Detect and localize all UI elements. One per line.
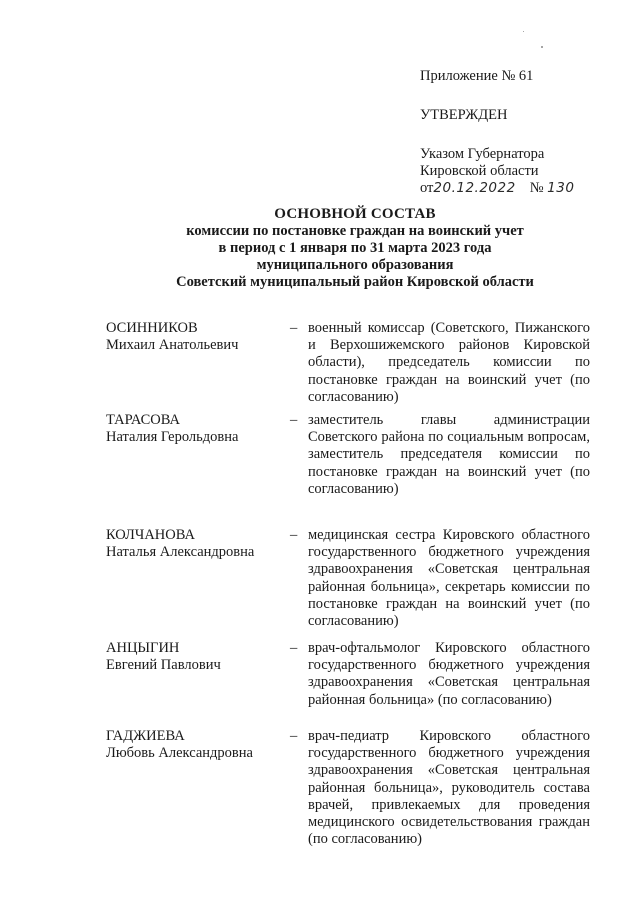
member-description: заместитель главы администрации Советского района по социальным вопросам, заместитель председателя комиссии по постановке граждан на воинский учет (по согласованию) <box>308 412 590 497</box>
heading-line-1: комиссии по постановке граждан на воинский учет <box>186 223 524 239</box>
heading-line-4: Советский муниципальный район Кировской области <box>176 274 534 290</box>
member-surname: ТАРАСОВА <box>106 412 180 428</box>
member-description: врач-офтальмолог Кировского областного государственного бюджетного учреждения здравоохранения «Советская центральная районная больница» (по согласованию) <box>308 640 590 708</box>
member-given-name: Михаил Анатольевич <box>106 337 239 354</box>
member-description: врач-педиатр Кировского областного государственного бюджетного учреждения здравоохранения «Советская центральная районная больница», руководитель состава врачей, привлекаемых для проведения медицинского освидетельствования граждан (по согласованию) <box>308 728 590 848</box>
document-heading <box>60 206 640 291</box>
member-surname: ОСИННИКОВ <box>106 320 198 336</box>
member-name <box>106 728 286 762</box>
member-dash: – <box>290 728 298 744</box>
decree-line-1: Указом Губернатора <box>420 146 545 162</box>
handwritten-date: 20.12.2022 <box>433 180 516 196</box>
appendix-number: Приложение № 61 <box>420 68 534 84</box>
member-dash: – <box>290 320 298 336</box>
member-given-name: Наталья Александровна <box>106 544 255 561</box>
member-surname: ГАДЖИЕВА <box>106 728 185 744</box>
member-surname: АНЦЫГИН <box>106 640 180 656</box>
member-name <box>106 412 286 446</box>
approved-label: УТВЕРЖДЕН <box>420 107 508 123</box>
handwritten-number: 130 <box>547 180 575 196</box>
member-given-name: Любовь Александровна <box>106 745 253 762</box>
approval-block <box>420 68 620 197</box>
member-dash: – <box>290 412 298 428</box>
heading-line-2: в период с 1 января по 31 марта 2023 года <box>218 240 492 256</box>
heading-title: ОСНОВНОЙ СОСТАВ <box>274 206 436 222</box>
decree-date-line <box>420 180 620 197</box>
scan-speck <box>541 46 543 48</box>
heading-line-3: муниципального образования <box>256 257 454 273</box>
number-prefix: № <box>529 180 544 196</box>
date-prefix: от <box>420 180 434 196</box>
member-dash: – <box>290 527 298 543</box>
member-name <box>106 320 286 354</box>
member-given-name: Наталия Герольдовна <box>106 429 239 446</box>
member-name <box>106 527 286 561</box>
scan-speck <box>523 31 524 32</box>
member-dash: – <box>290 640 298 656</box>
decree-line-2: Кировской области <box>420 163 539 179</box>
member-surname: КОЛЧАНОВА <box>106 527 195 543</box>
member-given-name: Евгений Павлович <box>106 657 221 674</box>
member-description: военный комиссар (Советского, Пижанского и Верхошижемского районов Кировской области), председатель комиссии по постановке граждан на воинский учет (по согласованию) <box>308 320 590 405</box>
member-name <box>106 640 286 674</box>
member-description: медицинская сестра Кировского областного государственного бюджетного учреждения здравоохранения «Советская центральная районная больница», секретарь комиссии по постановке граждан на воинский учет (по согласованию) <box>308 527 590 630</box>
